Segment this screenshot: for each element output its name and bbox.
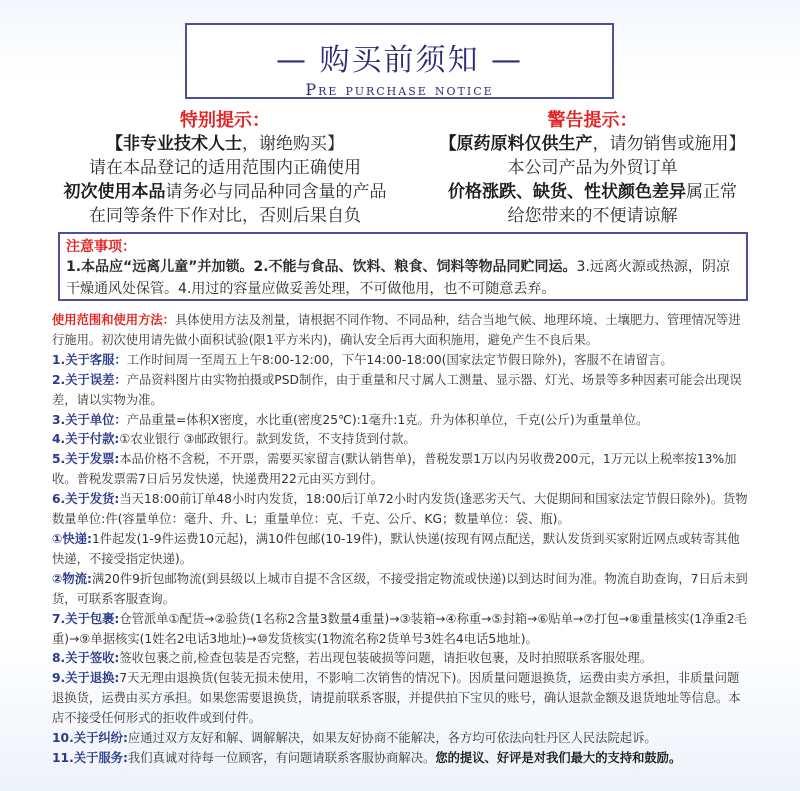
section-label: 1.关于客服： (52, 352, 127, 367)
notice-text (66, 256, 740, 300)
terms-section-invoice (52, 450, 750, 490)
notice-heading: 注意事项： (66, 239, 136, 255)
terms-section-returns (52, 669, 750, 729)
section-label: 4.关于付款: (52, 432, 120, 447)
terms-section-usage (52, 311, 750, 351)
special-tips-line-2: 请在本品登记的适用范围内正确使用 (89, 158, 361, 178)
special-tips-heading: 特别提示： (180, 110, 270, 131)
notice-text-bold: 1.本品应“远离儿童”并加锁。2.不能与食品、饮料、粮食、饲料等物品同贮同运。 (66, 259, 577, 275)
section-strong-text: 您的提议、好评是对我们最大的支持和鼓励。 (435, 750, 682, 765)
terms-section-customer-service (52, 351, 750, 371)
terms-section-payment (52, 430, 750, 450)
section-label: ①快递: (52, 531, 92, 546)
terms-section-package (52, 610, 750, 650)
warning-block (410, 110, 775, 228)
special-tips-line-1 (40, 132, 410, 156)
page-subtitle: Pre purchase notice (305, 80, 494, 99)
terms-section-units (52, 411, 750, 431)
special-tips-line-4: 在同等条件下作对比，否则后果自负 (89, 206, 361, 226)
section-label: 7.关于包裹: (52, 611, 120, 626)
special-tips-line-1-rest: ，谢绝购买】 (242, 134, 344, 154)
warning-line-1 (410, 132, 775, 156)
section-text: 产品重量=体积X密度，水比重(密度25℃):1毫升:1克。升为体积单位，千克(公斤)为重量单位。 (126, 412, 649, 427)
section-text: 当天18:00前订单48小时内发货，18:00后订单72小时内发货(逢恶劣天气、大促期间和国家法定节假日除外)。货物数量单位:件(容量单位：毫升、升、L；重量单位：克、千克、公斤、KG；数量单位：袋、瓶)。 (52, 492, 748, 527)
terms-section-express (52, 530, 750, 570)
section-label: 11.关于服务: (52, 750, 128, 765)
special-tips-line-3-rest: 请务必与同品种同含量的产品 (165, 182, 387, 202)
section-label: 10.关于纠纷: (52, 731, 128, 746)
section-label: 8.关于签收: (52, 651, 120, 666)
section-text: 工作时间周一至周五上午8:00-12:00，下午14:00-18:00(国家法定节假日除外)，客服不在请留言。 (126, 352, 673, 367)
section-text: 1件起发(1-9件运费10元起)，满10件包邮(10-19件)，默认快递(按现有网点配送，默认发货到买家附近网点或转寄其他快递，不接受指定快递)。 (52, 531, 740, 566)
warning-line-3-bold: 价格涨跌、缺货、性状颜色差异 (448, 182, 686, 202)
warning-line-3 (410, 180, 775, 204)
terms-section-service (52, 749, 750, 769)
warning-line-4: 给您带来的不便请谅解 (507, 206, 678, 226)
section-label: 5.关于发票: (52, 452, 120, 467)
section-text: 签收包裹之前,检查包装是否完整，若出现包装破损等问题，请拒收包裹，及时拍照联系客服处理。 (119, 651, 653, 666)
section-label: 9.关于退换: (52, 671, 120, 686)
terms-section-disputes (52, 729, 750, 749)
section-label: 6.关于发货: (52, 492, 120, 507)
section-text: 产品资料图片由实物拍摄或PSD制作，由于重量和尺寸属人工测量、显示器、灯光、场景等多种因素可能会出现误差，请以实物为准。 (52, 372, 742, 407)
warning-line-2: 本公司产品为外贸订单 (507, 158, 678, 178)
section-label: 使用范围和使用方法： (52, 313, 175, 327)
section-label: ②物流: (52, 571, 92, 586)
warning-line-1-bold: 【原药原料仅供生产 (439, 134, 593, 154)
section-text: 本品价格不含税，不开票，需要买家留言(默认销售单)，普税发票1万以内另收费200元，1万元以上税率按13%加收。普税发票需7日后另发快递，快递费用22元由买方到付。 (52, 452, 737, 487)
special-tips-line-1-bold: 【非专业技术人士 (106, 134, 242, 154)
notice-text-rest: 3.远离火源或热源，阴凉干燥通风处保管。4.用过的容量应做妥善处理，不可做他用，也不可随意丢弃。 (66, 259, 730, 297)
section-label: 3.关于单位： (52, 412, 127, 427)
warning-heading: 警告提示： (547, 110, 638, 131)
warning-line-1-rest: ，请勿销售或施用】 (592, 134, 746, 154)
notice-box (58, 232, 748, 301)
warning-line-3-rest: 属正常 (686, 182, 737, 202)
section-text: 我们真诚对待每一位顾客，有问题请联系客服协商解决。 (127, 750, 436, 765)
section-text: 具体使用方法及剂量，请根据不同作物、不同品种，结合当地气候、地理环境、土壤肥力、管理情况等进行施用。初次使用请先做小面积试验(限1平方米内)，确认安全后再大面积施用，避免产生不良后果。 (52, 313, 741, 347)
terms-body (52, 311, 750, 769)
terms-section-logistics (52, 570, 750, 610)
special-tips-line-3-bold: 初次使用本品 (63, 182, 166, 202)
section-text: ①农业银行 ③邮政银行。款到发货，不支持货到付款。 (119, 432, 416, 447)
terms-section-signing (52, 649, 750, 669)
terms-section-shipping (52, 490, 750, 530)
section-text: 满20件9折包邮物流(到县级以上城市自提不含区级，不接受指定物流或快递)以到达时间为准。物流自助查询，7日后未到货，可联系客服查询。 (52, 571, 748, 606)
section-text: 仓管派单①配货→②验货(1名称2含量3数量4重量)→③装箱→④称重→⑤封箱→⑥贴单→⑦打包→⑧重量核实(1净重2毛重)→⑨单据核实(1姓名2电话3地址)→⑩发货核实(1物流名称2货单号3姓名4电话5地址)。 (52, 611, 747, 646)
terms-section-errors (52, 371, 750, 411)
section-text: 应通过双方友好和解、调解解决，如果友好协商不能解决，各方均可依法向牡丹区人民法院起诉。 (127, 731, 657, 746)
title-box (185, 23, 614, 99)
section-label: 2.关于误差： (52, 372, 127, 387)
special-tips-block (40, 110, 410, 228)
page-title: — 购买前须知 — (275, 43, 524, 78)
section-text: 7天无理由退换货(包装无损未使用，不影响二次销售的情况下)。因质量问题退换货，运费由卖方承担，非质量问题退换货，运费由买方承担。如果您需要退换货，请提前联系客服，并提供拍下宝贝的账号，确认退款金额及退货地址等信息。本店不接受任何形式的拒收件或到付件。 (52, 671, 741, 726)
special-tips-line-3 (40, 180, 410, 204)
